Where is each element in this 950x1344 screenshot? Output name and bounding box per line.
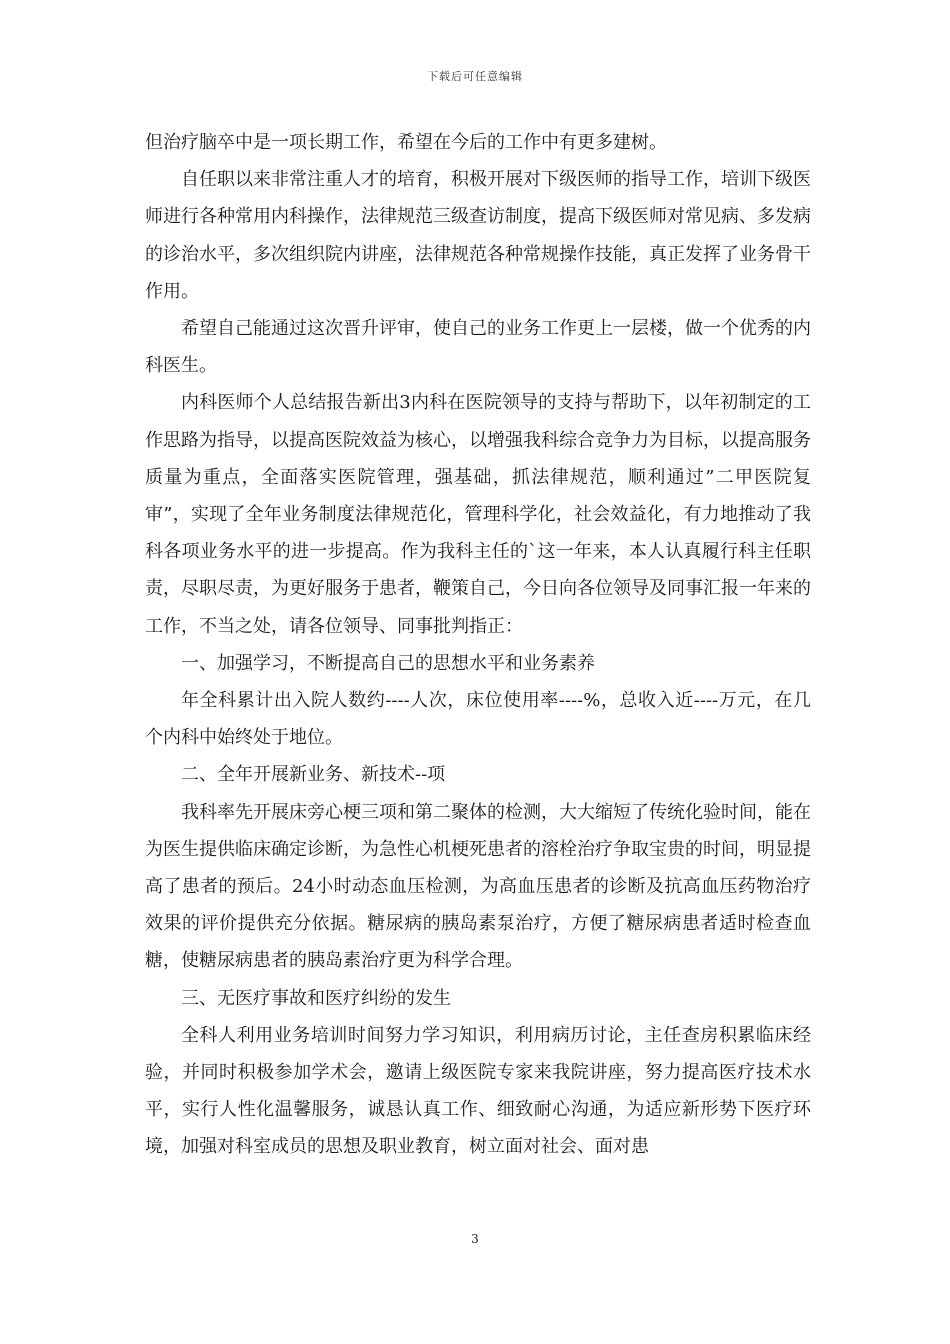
paragraph: 年全科累计出入院人数约----人次，床位使用率----%，总收入近----万元，在几个内科中始终处于地位。: [145, 690, 811, 749]
section-heading: 一、加强学习，不断提高自己的思想水平和业务素养: [181, 652, 595, 674]
section-heading: 二、全年开展新业务、新技术--项: [181, 764, 446, 786]
section-heading: 三、无医疗事故和医疗纠纷的发生: [181, 987, 451, 1009]
page-number: 3: [471, 1232, 479, 1246]
paragraph: 全科人利用业务培训时间努力学习知识，利用病历讨论，主任查房积累临床经验，并同时积极参加学术会，邀请上级医院专家来我院讲座，努力提高医疗技术水平，实行人性化温馨服务，诚恳认真工作、细致耐心沟通，为适应新形势下医疗环境，加强对科室成员的思想及职业教育，树立面对社会、面对患: [145, 1024, 811, 1158]
header-note: 下载后可任意编辑: [427, 70, 523, 83]
paragraph: 自任职以来非常注重人才的培育，积极开展对下级医师的指导工作，培训下级医师进行各种常用内科操作，法律规范三级查访制度，提高下级医师对常见病、多发病的诊治水平，多次组织院内讲座，法律规范各种常规操作技能，真正发挥了业务骨干作用。: [145, 169, 811, 302]
paragraph: 希望自己能通过这次晋升评审，使自己的业务工作更上一层楼，做一个优秀的内科医生。: [145, 318, 811, 377]
paragraph: 但治疗脑卒中是一项长期工作，希望在今后的工作中有更多建树。: [145, 132, 667, 153]
paragraph: 内科医师个人总结报告新出3内科在医院领导的支持与帮助下，以年初制定的工作思路为指导，以提高医院效益为核心，以增强我科综合竞争力为目标，以提高服务质量为重点，全面落实医院管理，强基础，抓法律规范，顺利通过”二甲医院复审”，实现了全年业务制度法律规范化，管理科学化，社会效益化，有力地推动了我科各项业务水平的进一步提高。作为我科主任的`这一年来，本人认真履行科主任职责，尽职尽责，为更好服务于患者，鞭策自己，今日向各位领导及同事汇报一年来的工作，不当之处，请各位领导、同事批判指正：: [145, 392, 811, 637]
document-body: [145, 124, 811, 1166]
paragraph: 我科率先开展床旁心梗三项和第二聚体的检测，大大缩短了传统化验时间，能在为医生提供临床确定诊断，为急性心机梗死患者的溶栓治疗争取宝贵的时间，明显提高了患者的预后。24小时动态血压检测，为高血压患者的诊断及抗高血压药物治疗效果的评价提供充分依据。糖尿病的胰岛素泵治疗，方便了糖尿病患者适时检查血糖，使糖尿病患者的胰岛素治疗更为科学合理。: [145, 801, 811, 972]
